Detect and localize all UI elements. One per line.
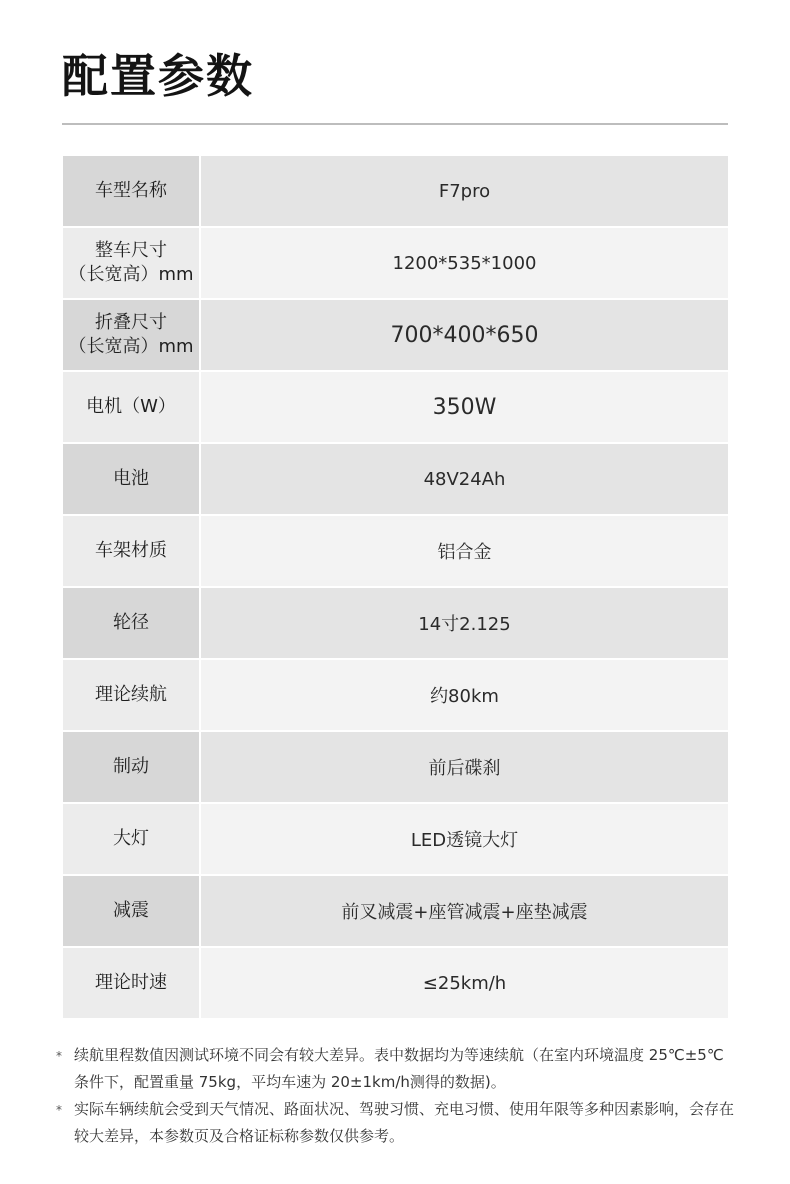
asterisk-marker: * [56,1103,62,1117]
spec-label: 整车尺寸 （长宽高）mm [63,228,199,298]
spec-row-top-speed [63,948,728,1018]
asterisk-marker: * [56,1049,62,1063]
spec-row-model [63,156,728,226]
spec-label: 车型名称 [63,156,199,226]
spec-row-suspension [63,876,728,946]
spec-value: F7pro [201,156,728,226]
footnote-item [56,1096,736,1150]
spec-label: 折叠尺寸 （长宽高）mm [63,300,199,370]
spec-row-headlight [63,804,728,874]
spec-label: 理论续航 [63,660,199,730]
spec-label: 电池 [63,444,199,514]
spec-label: 电机（W） [63,372,199,442]
title-divider [62,123,728,125]
spec-value: 前叉减震+座管减震+座垫减震 [201,876,728,946]
footnote-text: 实际车辆续航会受到天气情况、路面状况、驾驶习惯、充电习惯、使用年限等多种因素影响，会存在较大差异，本参数页及合格证标称参数仅供参考。 [74,1100,735,1145]
spec-value: 700*400*650 [201,300,728,370]
spec-value: 48V24Ah [201,444,728,514]
spec-label: 制动 [63,732,199,802]
footnotes [56,1042,736,1150]
spec-label: 理论时速 [63,948,199,1018]
spec-label: 车架材质 [63,516,199,586]
page-title: 配置参数 [62,49,254,103]
spec-value: 14寸2.125 [201,588,728,658]
spec-row-wheel-size [63,588,728,658]
spec-row-brakes [63,732,728,802]
footnote-item [56,1042,736,1096]
spec-row-range [63,660,728,730]
footnote-text: 续航里程数值因测试环境不同会有较大差异。表中数据均为等速续航（在室内环境温度 25℃±5℃条件下，配置重量 75kg，平均车速为 20±1km/h测得的数据)。 [74,1046,724,1091]
spec-value: 350W [201,372,728,442]
spec-row-dimensions [63,228,728,298]
spec-row-motor [63,372,728,442]
spec-label: 大灯 [63,804,199,874]
spec-label: 轮径 [63,588,199,658]
spec-value: 约80km [201,660,728,730]
spec-value: ≤25km/h [201,948,728,1018]
spec-value: 铝合金 [201,516,728,586]
spec-value: LED透镜大灯 [201,804,728,874]
spec-label: 减震 [63,876,199,946]
spec-value: 前后碟刹 [201,732,728,802]
spec-row-folded-size [63,300,728,370]
spec-table [63,156,728,1020]
spec-row-battery [63,444,728,514]
spec-value: 1200*535*1000 [201,228,728,298]
spec-row-frame-material [63,516,728,586]
